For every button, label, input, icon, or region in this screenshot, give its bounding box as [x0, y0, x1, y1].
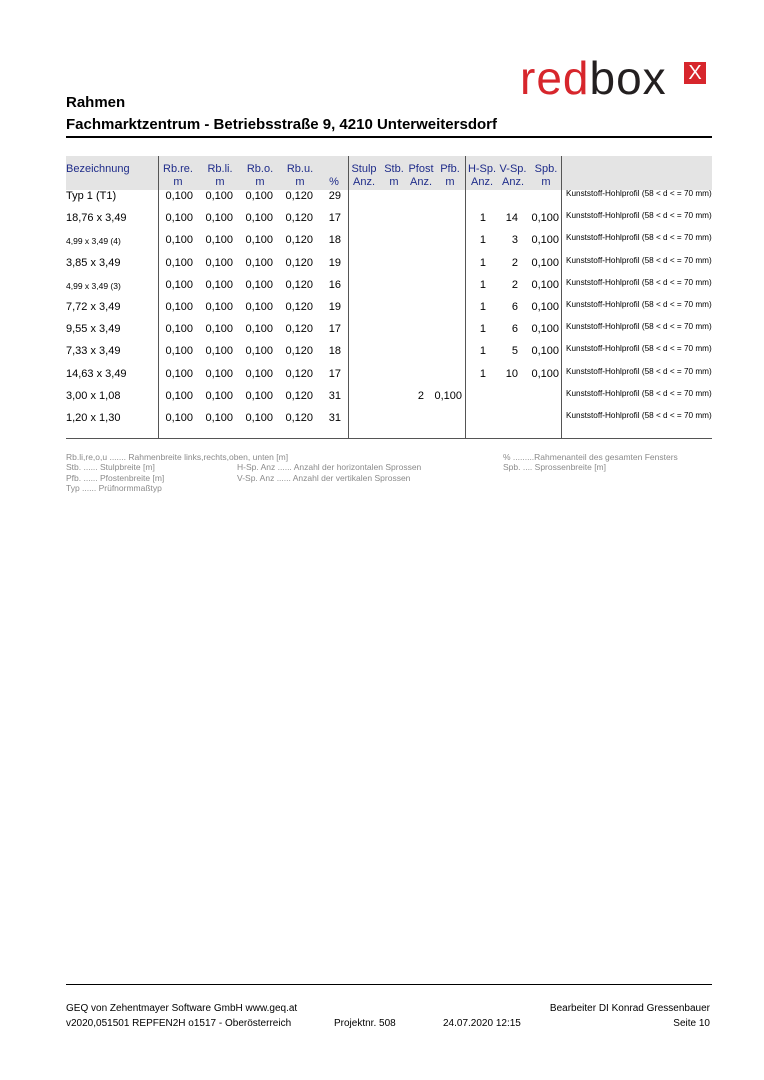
footer-datetime: 24.07.2020 12:15 — [443, 1018, 521, 1029]
cell-pfost: 2 — [417, 389, 424, 402]
cell-percent: 31 — [328, 389, 341, 402]
cell-rb-li: 0,100 — [205, 256, 233, 269]
cell-rb-re: 0,100 — [165, 345, 193, 358]
cell-rb-li: 0,100 — [205, 412, 233, 424]
cell-rb-u: 0,120 — [285, 278, 313, 291]
header-stulp-label: Stulp — [351, 163, 377, 175]
cell-rb-li: 0,100 — [205, 190, 233, 202]
table-bottom-line — [66, 438, 712, 439]
cell-bezeichnung: 7,72 x 3,49 — [66, 301, 121, 313]
cell-spb: 0,100 — [531, 256, 559, 269]
header-rb-o — [240, 163, 280, 189]
header-v-sp — [497, 163, 529, 189]
cell-profile-description: Kunststoff-Hohlprofil (58 < d < = 70 mm) — [566, 233, 712, 243]
page-title: Rahmen — [66, 94, 126, 111]
cell-bezeichnung: 3,85 x 3,49 — [66, 256, 121, 269]
cell-spb: 0,100 — [531, 345, 559, 358]
cell-rb-re: 0,100 — [165, 190, 193, 202]
cell-bezeichnung: 9,55 x 3,49 — [66, 323, 121, 336]
cell-rb-li: 0,100 — [205, 367, 233, 380]
table-row — [66, 410, 712, 432]
header-pfost-unit: Anz. — [409, 176, 432, 188]
cell-spb: 0,100 — [531, 234, 559, 247]
cell-rb-o: 0,100 — [245, 323, 273, 336]
header-stb — [381, 163, 407, 189]
table-row — [66, 366, 712, 388]
cell-rb-re: 0,100 — [165, 367, 193, 380]
header-spb-label: Spb. — [534, 163, 558, 175]
table-row — [66, 299, 712, 321]
legend-stb: Stb. ...... Stulpbreite [m] — [66, 462, 155, 472]
cell-spb: 0,100 — [531, 278, 559, 291]
header-pfb-unit: m — [445, 176, 455, 188]
legend-rb: Rb.li,re,o,u ....... Rahmenbreite links,rechts,oben, unten [m] — [66, 452, 289, 462]
footer-company: GEQ von Zehentmayer Software GmbH www.geq.at — [66, 1003, 298, 1014]
cell-rb-o: 0,100 — [245, 234, 273, 247]
header-h-sp-unit: Anz. — [470, 176, 493, 188]
header-percent: % — [329, 176, 339, 188]
cell-rb-u: 0,120 — [285, 367, 313, 380]
cell-v-sp: 5 — [511, 345, 518, 358]
cell-percent: 18 — [328, 345, 341, 358]
cell-rb-o: 0,100 — [245, 278, 273, 291]
project-title: Fachmarktzentrum - Betriebsstraße 9, 4210 Unterweitersdorf — [66, 116, 497, 133]
header-v-sp-unit: Anz. — [501, 176, 524, 188]
cell-v-sp: 2 — [511, 256, 518, 269]
cell-rb-o: 0,100 — [245, 301, 273, 313]
cell-percent: 17 — [328, 212, 341, 225]
cell-profile-description: Kunststoff-Hohlprofil (58 < d < = 70 mm) — [566, 322, 712, 332]
cell-rb-u: 0,120 — [285, 212, 313, 225]
legend-vsp: V-Sp. Anz ...... Anzahl der vertikalen Sprossen — [237, 473, 411, 483]
header-stb-unit: m — [389, 176, 399, 188]
header-pfost-label: Pfost — [408, 163, 434, 175]
header-stb-label: Stb. — [384, 163, 404, 175]
cell-bezeichnung: Typ 1 (T1) — [66, 190, 117, 202]
header-pfost — [405, 163, 437, 189]
cell-rb-re: 0,100 — [165, 212, 193, 225]
cell-rb-re: 0,100 — [165, 323, 193, 336]
cell-rb-li: 0,100 — [205, 389, 233, 402]
cell-v-sp: 6 — [511, 323, 518, 336]
cell-rb-re: 0,100 — [165, 278, 193, 291]
cell-rb-re: 0,100 — [165, 389, 193, 402]
cell-rb-re: 0,100 — [165, 412, 193, 424]
header-rb-o-unit: m — [255, 176, 265, 188]
cell-percent: 19 — [328, 301, 341, 313]
cell-rb-o: 0,100 — [245, 212, 273, 225]
cell-bezeichnung: 4,99 x 3,49 (3) — [66, 280, 121, 291]
header-rb-u-label: Rb.u. — [286, 163, 314, 175]
cell-profile-description: Kunststoff-Hohlprofil (58 < d < = 70 mm) — [566, 255, 712, 265]
table-row — [66, 343, 712, 365]
cell-h-sp: 1 — [479, 212, 486, 225]
table-row — [66, 188, 712, 210]
cell-rb-re: 0,100 — [165, 301, 193, 313]
cell-rb-li: 0,100 — [205, 323, 233, 336]
cell-rb-li: 0,100 — [205, 278, 233, 291]
cell-v-sp: 14 — [505, 212, 518, 225]
cell-rb-u: 0,120 — [285, 234, 313, 247]
cell-h-sp: 1 — [479, 367, 486, 380]
cell-rb-u: 0,120 — [285, 301, 313, 313]
header-rb-li — [200, 163, 240, 189]
footer-page-number: Seite 10 — [673, 1018, 710, 1029]
legend-spb: Spb. .... Sprossenbreite [m] — [503, 462, 606, 472]
header-bezeichnung: Bezeichnung — [66, 163, 130, 175]
cell-bezeichnung: 4,99 x 3,49 (4) — [66, 236, 121, 247]
cell-rb-o: 0,100 — [245, 412, 273, 424]
redbox-logo — [520, 52, 706, 110]
footer-divider — [66, 984, 712, 985]
cell-v-sp: 6 — [511, 301, 518, 313]
cell-h-sp: 1 — [479, 256, 486, 269]
table-row — [66, 321, 712, 343]
cell-rb-re: 0,100 — [165, 256, 193, 269]
cell-rb-li: 0,100 — [205, 212, 233, 225]
cell-percent: 17 — [328, 323, 341, 336]
cell-bezeichnung: 18,76 x 3,49 — [66, 212, 127, 225]
header-spb-unit: m — [541, 176, 551, 188]
cell-rb-o: 0,100 — [245, 256, 273, 269]
cell-profile-description: Kunststoff-Hohlprofil (58 < d < = 70 mm) — [566, 366, 712, 376]
cell-h-sp: 1 — [479, 234, 486, 247]
logo-x-mark: X — [684, 62, 706, 84]
cell-spb: 0,100 — [531, 323, 559, 336]
logo-part-red: red — [520, 52, 590, 104]
header-v-sp-label: V-Sp. — [499, 163, 527, 175]
cell-rb-u: 0,120 — [285, 345, 313, 358]
cell-profile-description: Kunststoff-Hohlprofil (58 < d < = 70 mm) — [566, 189, 712, 198]
logo-part-box: box — [589, 52, 667, 104]
header-pfb-label: Pfb. — [440, 163, 460, 175]
cell-v-sp: 10 — [505, 367, 518, 380]
footer-version: v2020,051501 REPFEN2H o1517 - Oberösterreich — [66, 1018, 292, 1029]
legend-hsp: H-Sp. Anz ...... Anzahl der horizontalen Sprossen — [237, 462, 422, 472]
cell-profile-description: Kunststoff-Hohlprofil (58 < d < = 70 mm) — [566, 277, 712, 287]
footer-project-number: Projektnr. 508 — [334, 1018, 396, 1029]
cell-pfb: 0,100 — [434, 389, 462, 402]
cell-rb-li: 0,100 — [205, 301, 233, 313]
header-spb — [531, 163, 561, 189]
header-rb-re-unit: m — [173, 176, 183, 188]
cell-h-sp: 1 — [479, 301, 486, 313]
cell-profile-description: Kunststoff-Hohlprofil (58 < d < = 70 mm) — [566, 388, 712, 398]
cell-percent: 29 — [328, 190, 341, 202]
cell-profile-description: Kunststoff-Hohlprofil (58 < d < = 70 mm) — [566, 300, 712, 309]
cell-rb-u: 0,120 — [285, 323, 313, 336]
logo-wordmark — [520, 52, 667, 104]
header-rb-u-unit: m — [295, 176, 305, 188]
cell-rb-u: 0,120 — [285, 412, 313, 424]
header-rb-li-label: Rb.li. — [207, 163, 233, 175]
cell-spb: 0,100 — [531, 212, 559, 225]
cell-rb-o: 0,100 — [245, 389, 273, 402]
table-row — [66, 255, 712, 277]
cell-bezeichnung: 1,20 x 1,30 — [66, 412, 121, 424]
cell-rb-o: 0,100 — [245, 345, 273, 358]
cell-bezeichnung: 7,33 x 3,49 — [66, 345, 121, 358]
table-row — [66, 210, 712, 232]
cell-bezeichnung: 14,63 x 3,49 — [66, 367, 127, 380]
cell-h-sp: 1 — [479, 278, 486, 291]
header-rb-li-unit: m — [215, 176, 225, 188]
header-rb-re-label: Rb.re. — [163, 163, 193, 175]
cell-bezeichnung: 3,00 x 1,08 — [66, 389, 121, 402]
cell-rb-o: 0,100 — [245, 367, 273, 380]
cell-percent: 31 — [328, 412, 341, 424]
legend-typ: Typ ...... Prüfnormmaßtyp — [66, 483, 162, 493]
cell-rb-li: 0,100 — [205, 234, 233, 247]
cell-rb-u: 0,120 — [285, 256, 313, 269]
cell-h-sp: 1 — [479, 345, 486, 358]
header-h-sp — [466, 163, 498, 189]
cell-h-sp: 1 — [479, 323, 486, 336]
cell-rb-u: 0,120 — [285, 190, 313, 202]
legend-pfb: Pfb. ...... Pfostenbreite [m] — [66, 473, 165, 483]
header-rb-re — [158, 163, 198, 189]
cell-percent: 16 — [328, 278, 341, 291]
header-stulp — [349, 163, 379, 189]
cell-profile-description: Kunststoff-Hohlprofil (58 < d < = 70 mm) — [566, 344, 712, 354]
table-row — [66, 388, 712, 410]
header-rb-o-label: Rb.o. — [246, 163, 274, 175]
cell-rb-o: 0,100 — [245, 190, 273, 202]
table-row — [66, 232, 712, 254]
cell-v-sp: 2 — [511, 278, 518, 291]
cell-v-sp: 3 — [511, 234, 518, 247]
header-pfb — [436, 163, 464, 189]
frame-table — [66, 156, 712, 439]
header-rb-u — [280, 163, 320, 189]
cell-rb-li: 0,100 — [205, 345, 233, 358]
legend-pct: % .........Rahmenanteil des gesamten Fensters — [503, 452, 678, 462]
footer-editor: Bearbeiter DI Konrad Gressenbauer — [549, 1003, 710, 1014]
cell-rb-u: 0,120 — [285, 389, 313, 402]
header-divider — [66, 136, 712, 138]
cell-percent: 17 — [328, 367, 341, 380]
cell-spb: 0,100 — [531, 367, 559, 380]
cell-percent: 18 — [328, 234, 341, 247]
header-stulp-unit: Anz. — [352, 176, 375, 188]
cell-spb: 0,100 — [531, 301, 559, 313]
cell-percent: 19 — [328, 256, 341, 269]
cell-rb-re: 0,100 — [165, 234, 193, 247]
header-h-sp-label: H-Sp. — [467, 163, 497, 175]
cell-profile-description: Kunststoff-Hohlprofil (58 < d < = 70 mm) — [566, 411, 712, 420]
cell-profile-description: Kunststoff-Hohlprofil (58 < d < = 70 mm) — [566, 211, 712, 221]
table-row — [66, 277, 712, 299]
